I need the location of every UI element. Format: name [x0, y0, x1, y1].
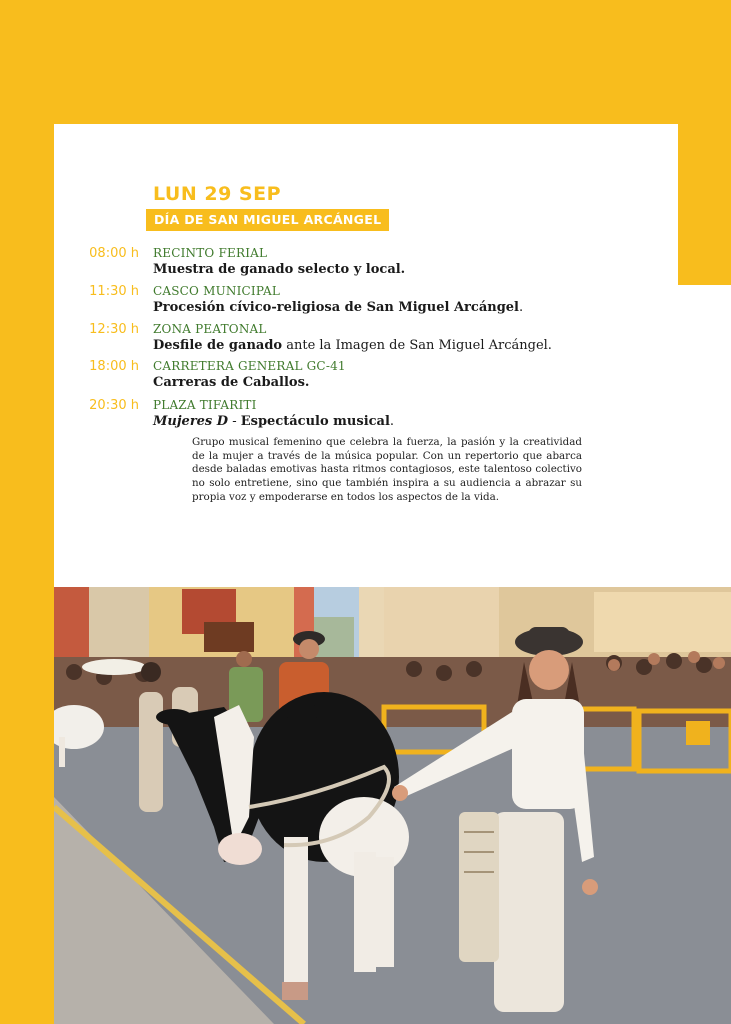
event-photo [54, 587, 731, 1024]
yellow-right-block [678, 0, 731, 285]
event-place: RECINTO FERIAL [153, 246, 268, 260]
event-place: PLAZA TIFARITI [153, 398, 257, 412]
day-subtitle: DÍA DE SAN MIGUEL ARCÁNGEL [146, 209, 389, 231]
event-description: Mujeres D - Espectáculo musical. [153, 414, 395, 429]
artist-description: Grupo musical femenino que celebra la fuerza, la pasión y la creatividad de la mujer a través de la música popular. Con un repertorio que abarca desde baladas emotivas hasta ritmos contagiosos, este talentoso colectivo no solo entretiene, sino que también inspira a su audiencia a abrazar su propia voz y empoderarse en todos los aspectos de la vida. [192, 436, 582, 503]
event-date: LUN 29 SEP [153, 183, 282, 205]
event-place: ZONA PEATONAL [153, 322, 267, 336]
event-description: Desfile de ganado ante la Imagen de San Miguel Arcángel. [153, 338, 552, 353]
event-description: Carreras de Caballos. [153, 375, 310, 390]
event-place: CASCO MUNICIPAL [153, 284, 281, 298]
yellow-top-band [0, 0, 731, 124]
event-time: 18:00 h [89, 359, 139, 374]
event-description: Procesión cívico-religiosa de San Miguel Arcángel. [153, 300, 524, 315]
event-time: 11:30 h [89, 284, 139, 299]
event-time: 20:30 h [89, 398, 139, 413]
event-description: Muestra de ganado selecto y local. [153, 262, 406, 277]
event-time: 12:30 h [89, 322, 139, 337]
yellow-left-border [0, 0, 54, 1024]
artist-name: Mujeres D [153, 414, 229, 429]
schedule-card [54, 124, 678, 586]
event-time: 08:00 h [89, 246, 139, 261]
event-place: CARRETERA GENERAL GC-41 [153, 359, 346, 373]
